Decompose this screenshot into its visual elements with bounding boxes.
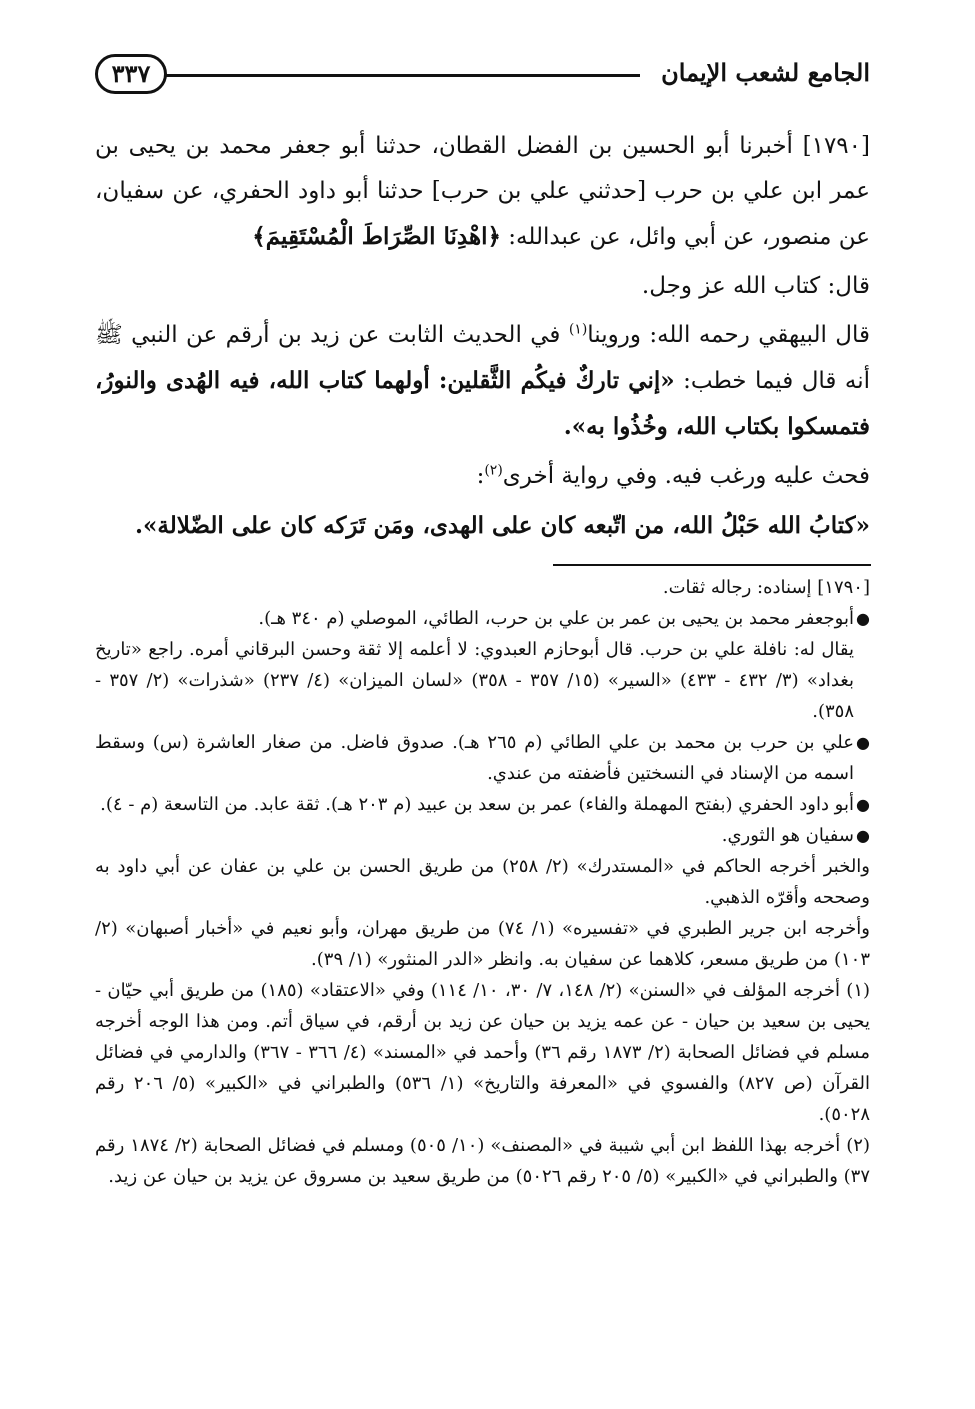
header-rule xyxy=(165,74,640,77)
narrator-text: أبوجعفر محمد بن يحيى بن عمر بن علي بن حرب، الطائي، الموصلي (م ٣٤٠ هـ). xyxy=(258,608,854,629)
another-narration-text: فحث عليه ورغب فيه. وفي رواية أخرى xyxy=(502,463,870,489)
hadith-quote-habl: «كتابُ الله حَبْلُ الله، من اتّبعه كان على الهدى، ومَن تَرَكه كان على الضّلالة». xyxy=(134,512,870,539)
book-title: الجامع لشعب الإيمان xyxy=(661,58,870,87)
hadith-1790 xyxy=(95,124,870,260)
footnote-1: (١) أخرجه المؤلف في «السنن» (٢/ ١٤٨، ٧/ ٣٠، ١٠/ ١١٤) وفي «الاعتقاد» (١٨٥) من طريق أبي حيّان - يحيى بن سعيد بن حيان - عن عمه يزيد بن حيان عن زيد بن أرقم، في سياق أتم. ومن هذا الوجه أخرجه مسلم في فضائل الصحابة (٢/ ١٨٧٣ رقم ٣٦) وأحمد في «المسند» (٤/ ٣٦٦ - ٣٦٧) والدارمي في فضائل القرآن (ص ٨٢٧) والفسوي في «المعرفة والتاريخ» (١/ ٥٣٦) والطبراني في «الكبير» (٥/ ٢٠٦ رقم ٥٠٢٨). xyxy=(95,980,871,1125)
colon: : xyxy=(476,463,485,489)
narrator-item xyxy=(95,789,870,820)
isnad-grading: [١٧٩٠] إسناده: رجاله ثقات. xyxy=(662,577,870,598)
narrator-text: أبو داود الحفري (بفتح المهملة والفاء) عمر بن سعد بن عبيد (م ٢٠٣ هـ). ثقة عابد. من التاسعة (م - ٤). xyxy=(100,794,854,815)
narrator-item xyxy=(95,820,870,851)
page-number: ٣٣٧ xyxy=(95,54,167,94)
bullet-icon: ● xyxy=(856,826,870,845)
bayhaqi-note xyxy=(95,313,870,450)
another-narration xyxy=(95,454,870,499)
hadith-quote-thaqalayn: «إني تاركٌ فيكُم الثَّقلين: أولهما كتاب الله، فيه الهُدى والنورُ، فتمسكوا بكتاب الله، وخُذُوا به». xyxy=(95,367,870,440)
explanation: قال: كتاب الله عز وجل. xyxy=(641,273,870,299)
narrator-text: سفيان هو الثوري. xyxy=(721,825,854,846)
quran-verse: ﴿اهْدِنَا الصِّرَاطَ الْمُسْتَقِيمَ﴾ xyxy=(252,223,501,250)
bullet-icon: ● xyxy=(856,733,870,752)
main-text xyxy=(95,124,870,548)
page-header xyxy=(95,52,870,106)
footnote-2: (٢) أخرجه بهذا اللفظ ابن أبي شيبة في «المصنف» (١٠/ ٥٠٥) ومسلم في فضائل الصحابة (٢/ ١٨٧٤ رقم ٣٧) والطبراني في «الكبير» (٥/ ٢٠٥ رقم ٥٠٢٦) من طريق سعيد بن مسروق عن يزيد بن حيان عن زيد. xyxy=(95,1135,870,1187)
bullet-icon: ● xyxy=(856,795,870,814)
bullet-icon: ● xyxy=(856,609,870,628)
takhrij-note: وأخرجه ابن جرير الطبري في «تفسيره» (١/ ٧٤) من طريق مهران، وأبو نعيم في «أخبار أصبهان» (٢/ ١٠٣) من طريق مسعر، كلاهما عن سفيان به. وانظر «الدر المنثور» (١/ ٣٩). xyxy=(95,918,870,970)
narrator-text-cont: يقال له: نافلة علي بن حرب. قال أبوحازم العبدوي: لا أعلمه إلا ثقة وحسن البرقاني أمره. راجع «تاريخ بغداد» (٣/ ٤٣٢ - ٤٣٣) «السير» (١٥/ ٣٥٧ - ٣٥٨) «لسان الميزان» (٤/ ٢٣٧) «شذرات» (٢/ ٣٥٧ - ٣٥٨). xyxy=(95,639,854,722)
footnote-separator xyxy=(553,564,871,566)
narrator-item xyxy=(95,727,870,789)
isnad-text: [١٧٩٠] أخبرنا أبو الحسين بن الفضل القطان، حدثنا أبو جعفر محمد بن يحيى بن عمر ابن علي بن حرب [حدثني علي بن حرب] حدثنا أبو داود الحفري، عن سفيان، عن منصور، عن أبي وائل، عن عبدالله: xyxy=(95,133,870,250)
footnotes xyxy=(95,572,870,1192)
bayhaqi-note-text: قال البيهقي رحمه الله: وروينا xyxy=(587,322,871,348)
footnote-ref-2[interactable]: (٢) xyxy=(484,462,503,479)
bayhaqi-note-text-cont: في الحديث الثابت عن زيد بن أرقم عن النبي ﷺ أنه قال فيما خطب: xyxy=(95,322,870,394)
narrator-item xyxy=(95,603,870,727)
footnote-ref-1[interactable]: (١) xyxy=(568,321,588,338)
narrator-text: علي بن حرب بن محمد بن علي الطائي (م ٢٦٥ هـ). صدوق فاضل. من صغار العاشرة (س) وسقط اسمه من الإسناد في النسختين فأضفته من عندي. xyxy=(95,732,854,784)
takhrij-note: والخبر أخرجه الحاكم في «المستدرك» (٢/ ٢٥٨) من طريق الحسن بن علي بن عفان عن أبي داود به وصححه وأقرّه الذهبي. xyxy=(95,856,870,908)
